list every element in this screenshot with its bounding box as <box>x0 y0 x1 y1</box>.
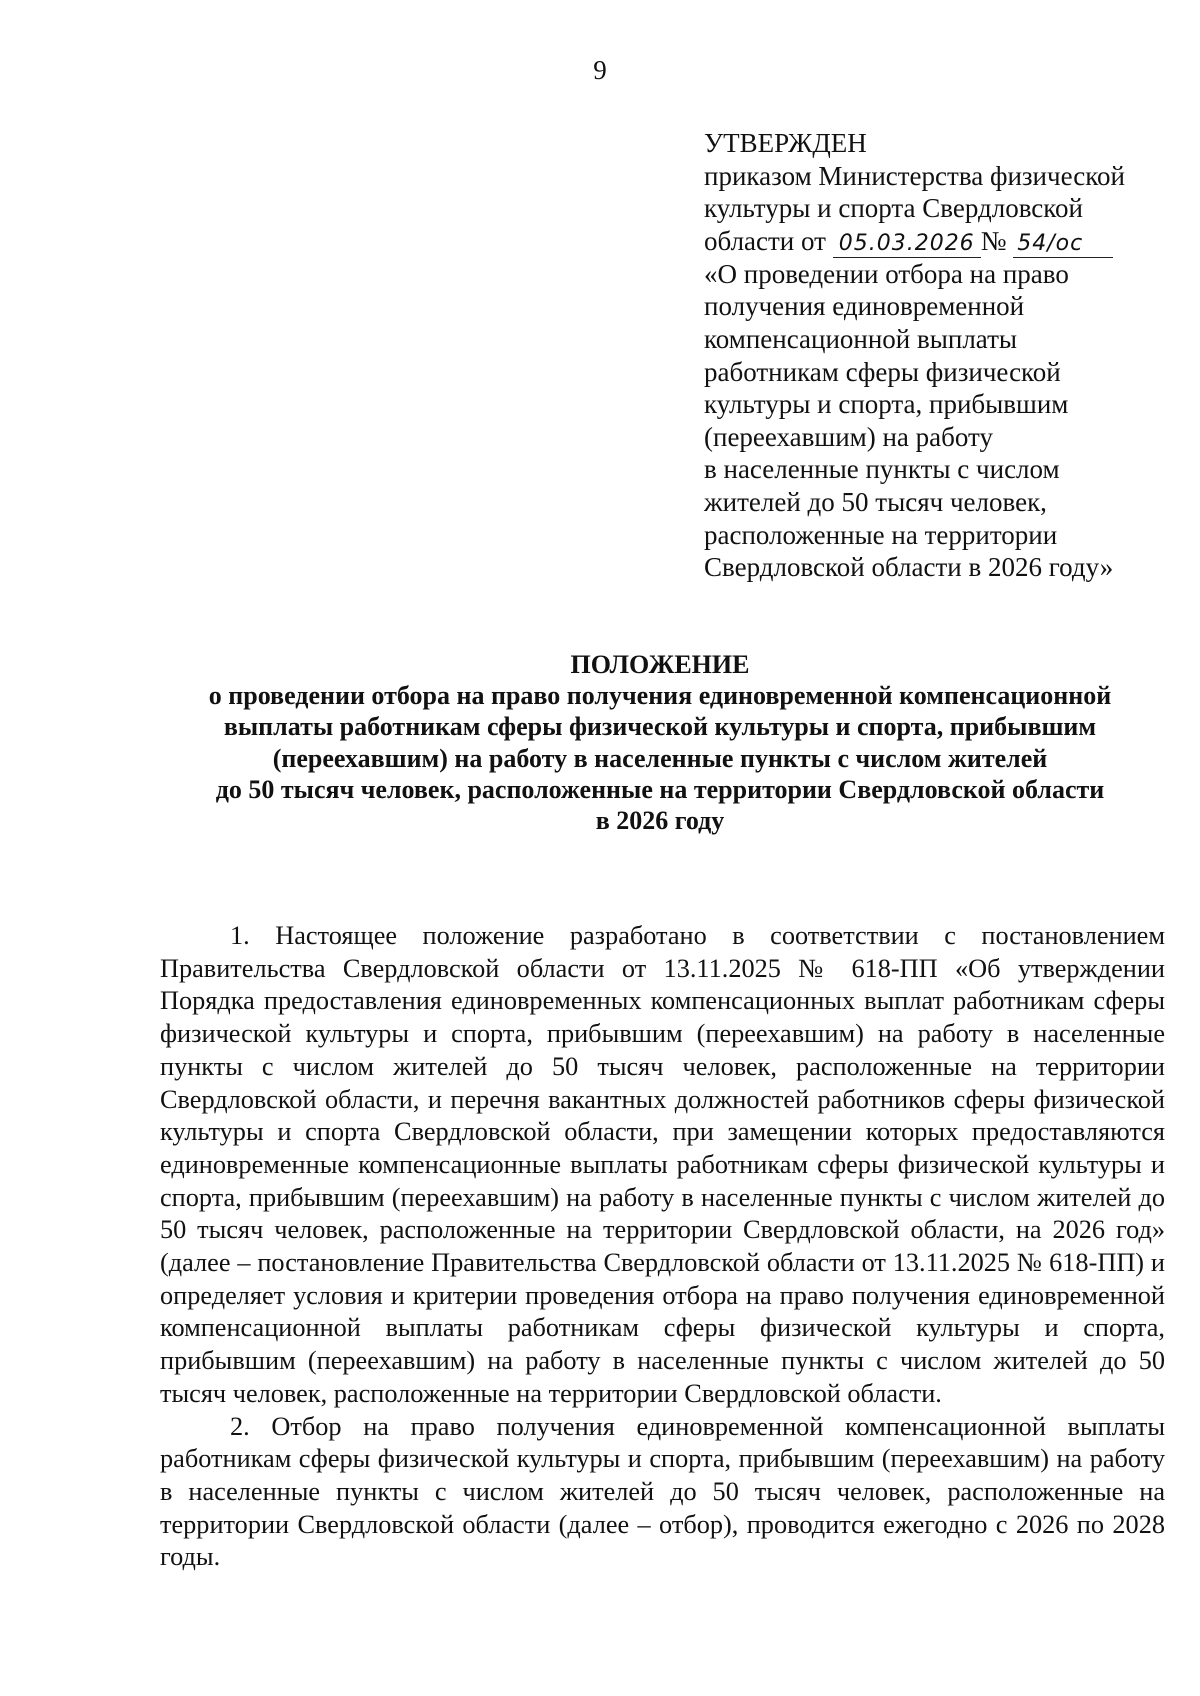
handwritten-number: 54/ос <box>1013 231 1113 258</box>
approval-subject-line: компенсационной выплаты <box>704 323 1018 354</box>
approval-subject-line: получения единовременной <box>704 291 1025 322</box>
handwritten-date: 05.03.2026 <box>833 231 981 258</box>
page-number: 9 <box>593 55 607 85</box>
paragraph-1: 1. Настоящее положение разработано в соответствии с постановлением Правительства Свердловской области от 13.11.2025 № 618-ПП «Об утверждении Порядка предоставления единовременных компенсационных выплат работникам сферы физической культуры и спорта, прибывшим (переехавшим) на работу в населенные пункты с числом жителей до 50 тысяч человек, расположенные на территории Свердловской области, и перечня вакантных должностей работников сферы физической культуры и спорта Свердловской области, при замещении которых предоставляются единовременные компенсационные выплаты работникам сферы физической культуры и спорта, прибывшим (переехавшим) на работу в населенные пункты с числом жителей до 50 тысяч человек, расположенные на территории Свердловской области, на 2026 год» (далее – постановление Правительства Свердловской области от 13.11.2025 № 618-ПП) и определяет условия и критерии проведения отбора на право получения единовременной компенсационной выплаты работникам сферы физической культуры и спорта, прибывшим (переехавшим) на работу в населенные пункты с числом жителей до 50 тысяч человек, расположенные на территории Свердловской области. <box>160 921 1165 1408</box>
title-line: в 2026 году <box>595 806 725 836</box>
approval-stamp-block <box>704 127 1174 584</box>
approval-subject-line: Свердловской области в 2026 году» <box>704 552 1114 583</box>
approval-subject-line: в населенные пункты с числом <box>704 454 1060 485</box>
approval-subject-line: работникам сферы физической <box>704 356 1061 387</box>
title-line: (переехавшим) на работу в населенные пункты с числом жителей <box>272 743 1048 773</box>
title-line: о проведении отбора на право получения единовременной компенсационной <box>208 681 1112 711</box>
approval-subject-line: жителей до 50 тысяч человек, <box>704 486 1047 517</box>
date-prefix: области от <box>704 225 826 256</box>
document-body <box>160 920 1165 1574</box>
document-title <box>140 649 1180 836</box>
title-heading: ПОЛОЖЕНИЕ <box>570 650 750 679</box>
approval-subject-line: культуры и спорта, прибывшим <box>704 389 1069 420</box>
paragraph-2: 2. Отбор на право получения единовременной компенсационной выплаты работникам сферы физической культуры и спорта, прибывшим (переехавшим) на работу в населенные пункты с числом жителей до 50 тысяч человек, расположенные на территории Свердловской области (далее – отбор), проводится ежегодно с 2026 по 2028 годы. <box>160 1411 1165 1572</box>
approval-date-line <box>704 225 1174 258</box>
approval-subject-line: «О проведении отбора на право <box>704 258 1069 289</box>
approval-subject-line: расположенные на территории <box>704 519 1058 550</box>
approval-subject-line: (переехавшим) на работу <box>704 421 993 452</box>
title-line: до 50 тысяч человек, расположенные на территории Свердловской области <box>215 774 1105 804</box>
title-line: выплаты работникам сферы физической культуры и спорта, прибывшим <box>223 712 1097 742</box>
approval-line-2: культуры и спорта Свердловской <box>704 193 1083 224</box>
number-prefix: № <box>980 225 1007 256</box>
approval-line-1: приказом Министерства физической <box>704 160 1125 191</box>
approval-heading: УТВЕРЖДЕН <box>704 128 867 158</box>
